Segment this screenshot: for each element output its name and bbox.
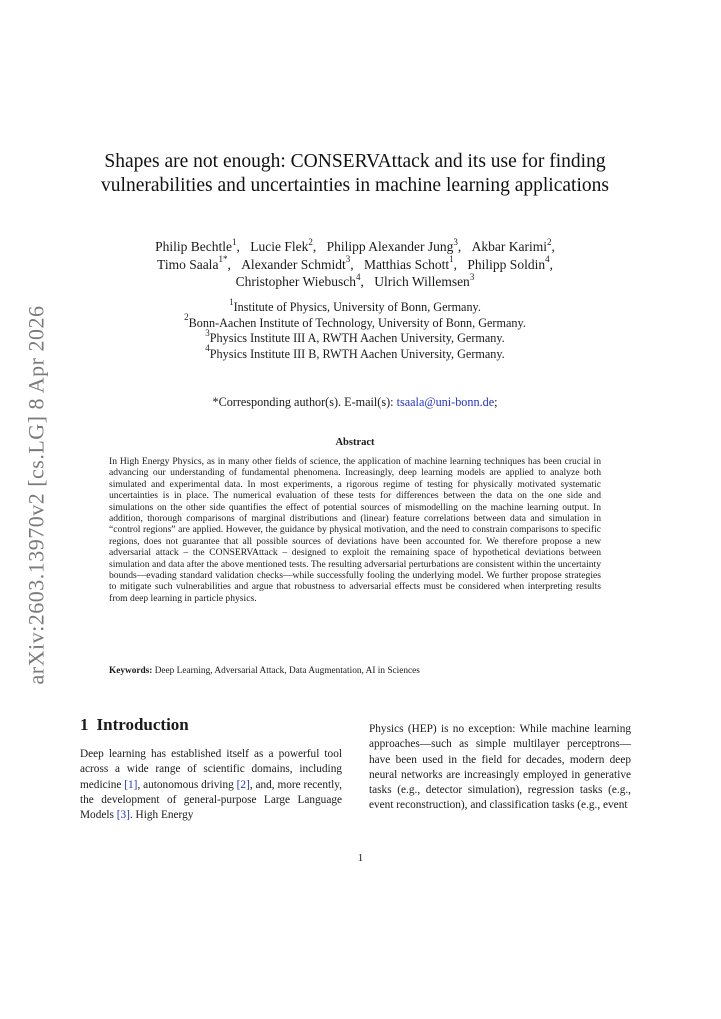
corresponding-email-link[interactable]: tsaala@uni-bonn.de <box>396 395 495 409</box>
keywords-text: Deep Learning, Adversarial Attack, Data Augmentation, AI in Sciences <box>154 666 420 676</box>
affiliation-line: $^1$Institute of Physics, University of Bonn, Germany. <box>229 296 481 314</box>
section-title: Introduction <box>96 715 189 734</box>
intro-text-1: Deep learning has established itself as a powerful tool across a wide range of scientific domains, including medicine <box>80 748 342 791</box>
author-name: Philip Bechtle$^1$, <box>155 236 240 254</box>
abstract-body: In High Energy Physics, as in many other fields of science, the application of machine learning techniques has been crucial in advancing our understanding of fundamental phenomena. Increasingly, deep learning models are applied to analyze both simulated and experimental data. In most experiments, a rigorous regime of testing for physically motivated systematic uncertainties is in place. The numerical evaluation of these tests for differences between the data on the one side and simulations on the other side quantifies the effect of potential sources of mismodelling on the machine learning output. In addition, thorough comparisons of marginal distributions and (linear) feature correlations between data and simulation in “control regions” are applied. However, the guidance by physical motivation, and the need to constrain comparisons to specific regions, does not guarantee that all possible sources of deviations have been accounted for. We therefore propose a new adversarial attack – the CONSERVAttack – designed to exploit the remaining space of hypothetical deviations between simulation and data after the above mentioned tests. The resulting adversarial perturbations are consistent within the uncertainty bounds—evading standard validation checks—while successfully fooling the underlying model. We further propose strategies to mitigate such vulnerabilities and argue that robustness to adversarial effects must be considered when interpreting results from deep learning in particle physics. <box>109 456 601 604</box>
citation-link-3[interactable]: [3] <box>116 809 130 822</box>
author-name: Timo Saala$^{1*}$, <box>157 254 231 272</box>
affiliation-marker: 3 <box>469 271 475 282</box>
corresponding-author <box>90 395 620 410</box>
intro-text-3: , and, more recently, the development of general-purpose Large Language Models <box>80 778 342 822</box>
corresponding-label: *Corresponding author(s). E-mail(s): <box>212 395 397 409</box>
section-heading <box>80 715 189 735</box>
page-number: 1 <box>357 852 364 864</box>
affiliation-marker: 4 <box>545 254 550 264</box>
affiliation-marker: 3 <box>345 254 351 264</box>
author-name: Lucie Flek$^2$, <box>250 236 317 254</box>
arxiv-identifier: arXiv:2603.13970v2 [cs.LG] 8 Apr 2026 <box>23 305 49 685</box>
intro-column-right: Physics (HEP) is no exception: While machine learning approaches—such as simple multilayer perceptrons—have been used in the field for decades, modern deep neural networks are increasingly employed in generative tasks (e.g., detector simulation), regression tasks (e.g., event reconstruction), and classification tasks (e.g., event <box>369 723 631 812</box>
abstract-heading: Abstract <box>335 437 375 448</box>
affiliation-marker: 1* <box>218 254 228 264</box>
corresponding-trail: ; <box>494 395 498 409</box>
affiliation-line: $^2$Bonn-Aachen Institute of Technology, University of Bonn, Germany. <box>184 312 526 330</box>
intro-column-left <box>80 747 342 823</box>
citation-link-2[interactable]: [2] <box>236 778 250 791</box>
affiliation-marker: 2 <box>308 236 313 247</box>
intro-text-2: , autonomous driving <box>137 778 237 791</box>
affiliation-marker: 3 <box>453 236 458 247</box>
keywords-label: Keywords: <box>109 666 153 676</box>
arxiv-sidebar <box>18 300 54 690</box>
author-name: Matthias Schott$^1$, <box>364 254 458 272</box>
affiliation-marker: 4 <box>356 271 361 282</box>
affiliation-list <box>90 296 620 362</box>
keywords <box>109 666 601 676</box>
author-name: Akbar Karimi$^2$, <box>471 236 555 254</box>
affiliation-marker: 2 <box>546 236 552 247</box>
author-name: Alexander Schmidt$^3$, <box>241 254 354 272</box>
citation-link-1[interactable]: [1] <box>124 778 138 791</box>
author-name: Philipp Alexander Jung$^3$, <box>326 236 462 254</box>
author-list <box>90 238 620 291</box>
section-number: 1 <box>80 715 89 734</box>
intro-text-4: . High Energy <box>129 809 194 822</box>
affiliation-line: $^4$Physics Institute III B, RWTH Aachen University, Germany. <box>205 343 505 361</box>
affiliation-marker: 1 <box>449 254 454 264</box>
author-name: Christopher Wiebusch$^4$, <box>235 271 364 289</box>
affiliation-marker: 1 <box>232 236 237 247</box>
paper-title: Shapes are not enough: CONSERVAttack and its use for finding vulnerabilities and uncertainties in machine learning applications <box>101 151 609 196</box>
author-name: Philipp Soldin$^4$, <box>467 254 553 272</box>
author-name: Ulrich Willemsen$^3$ <box>374 271 475 289</box>
affiliation-line: $^3$Physics Institute III A, RWTH Aachen University, Germany. <box>205 327 505 345</box>
